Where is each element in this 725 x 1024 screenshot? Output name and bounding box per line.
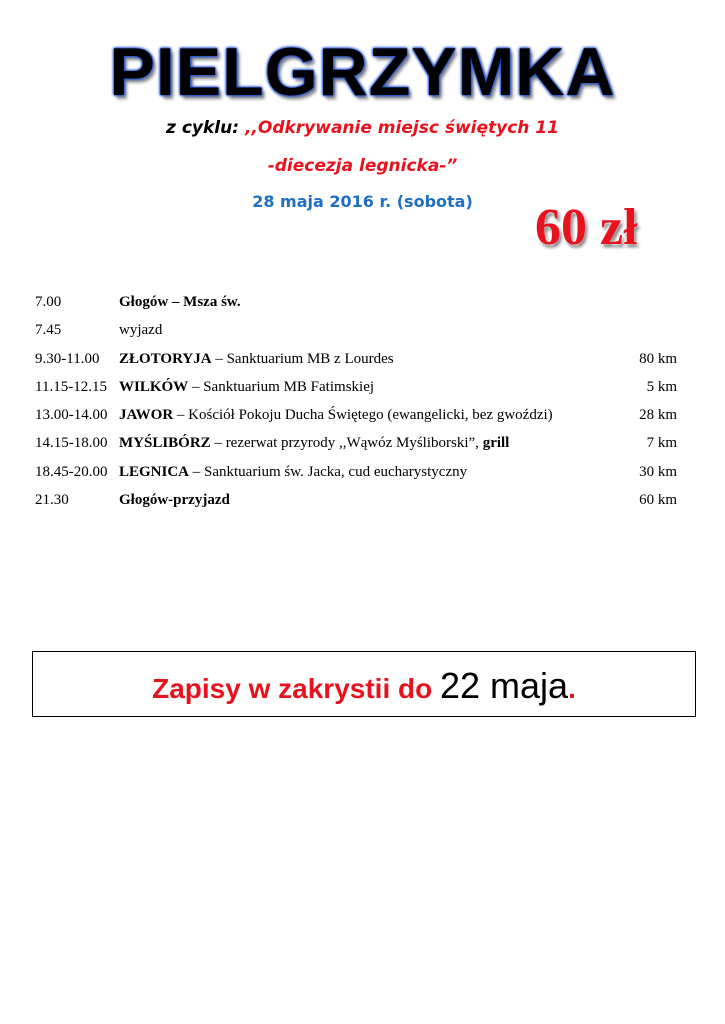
- signup-text: Zapisy w zakrystii do: [152, 673, 440, 704]
- page-title: PIELGRZYMKA: [109, 34, 616, 110]
- schedule-place: MYŚLIBÓRZ: [119, 435, 211, 452]
- signup-box: [32, 651, 696, 717]
- schedule-place: JAWOR: [119, 407, 174, 424]
- schedule-km: 7 km: [646, 435, 677, 452]
- schedule-extra: grill: [482, 435, 510, 452]
- schedule-place: WILKÓW: [119, 378, 189, 395]
- schedule-row: [35, 433, 685, 461]
- schedule-time: 21.30: [35, 492, 69, 509]
- schedule-detail: – Kościół Pokoju Ducha Świętego (ewangelicki, bez gwoździ): [173, 407, 553, 424]
- schedule-km: 80 km: [639, 350, 677, 367]
- signup-deadline: 22 maja: [440, 665, 569, 706]
- schedule-time: 9.30-11.00: [35, 350, 100, 367]
- schedule-desc: [119, 490, 230, 510]
- schedule-row: [35, 462, 685, 490]
- schedule-desc: [119, 377, 374, 397]
- schedule-place: Głogów – Msza św.: [119, 294, 241, 310]
- schedule-km: 5 km: [646, 378, 677, 395]
- schedule-place: LEGNICA: [119, 463, 190, 480]
- schedule-row: [35, 292, 685, 320]
- schedule-desc: [119, 405, 553, 425]
- schedule-place: Głogów-przyjazd: [119, 492, 230, 509]
- schedule-detail: – Sanktuarium MB z Lourdes: [211, 350, 394, 367]
- subtitle-diocese: -diecezja legnicka-”: [267, 156, 458, 176]
- subtitle-series-name: ,,Odkrywanie miejsc świętych 11: [239, 118, 559, 138]
- schedule-desc: [119, 462, 467, 482]
- trip-date: 28 maja 2016 r. (sobota): [252, 192, 473, 211]
- schedule-time: 11.15-12.15: [35, 378, 107, 395]
- schedule-km: 28 km: [639, 407, 677, 424]
- schedule-row: [35, 377, 685, 405]
- schedule-row: [35, 320, 685, 348]
- schedule-time: 18.45-20.00: [35, 463, 108, 480]
- signup-line: [33, 665, 695, 707]
- signup-dot: .: [568, 673, 576, 704]
- schedule-desc: [119, 433, 509, 453]
- schedule-desc: [119, 349, 394, 369]
- trip-price: 60 zł: [535, 199, 638, 256]
- schedule-detail: wyjazd: [119, 322, 163, 339]
- schedule-place: ZŁOTORYJA: [119, 350, 212, 367]
- schedule-detail: – Sanktuarium św. Jacka, cud eucharystyczny: [189, 463, 468, 480]
- schedule-time: 7.00: [35, 294, 62, 310]
- schedule-detail: – Sanktuarium MB Fatimskiej: [188, 378, 375, 395]
- subtitle-series: [0, 118, 725, 138]
- schedule-time: 7.45: [35, 322, 62, 339]
- schedule-time: 14.15-18.00: [35, 435, 108, 452]
- schedule-time: 13.00-14.00: [35, 407, 108, 424]
- schedule-list: [35, 292, 685, 518]
- schedule-row: [35, 405, 685, 433]
- schedule-km: 30 km: [639, 463, 677, 480]
- schedule-detail: – rezerwat przyrody ,,Wąwóz Myśliborski”,: [210, 435, 483, 452]
- subtitle-label: z cyklu:: [166, 118, 240, 138]
- schedule-row: [35, 490, 685, 518]
- schedule-desc: [119, 320, 162, 340]
- schedule-row: [35, 349, 685, 377]
- schedule-desc: [119, 292, 241, 312]
- schedule-km: 60 km: [639, 492, 677, 509]
